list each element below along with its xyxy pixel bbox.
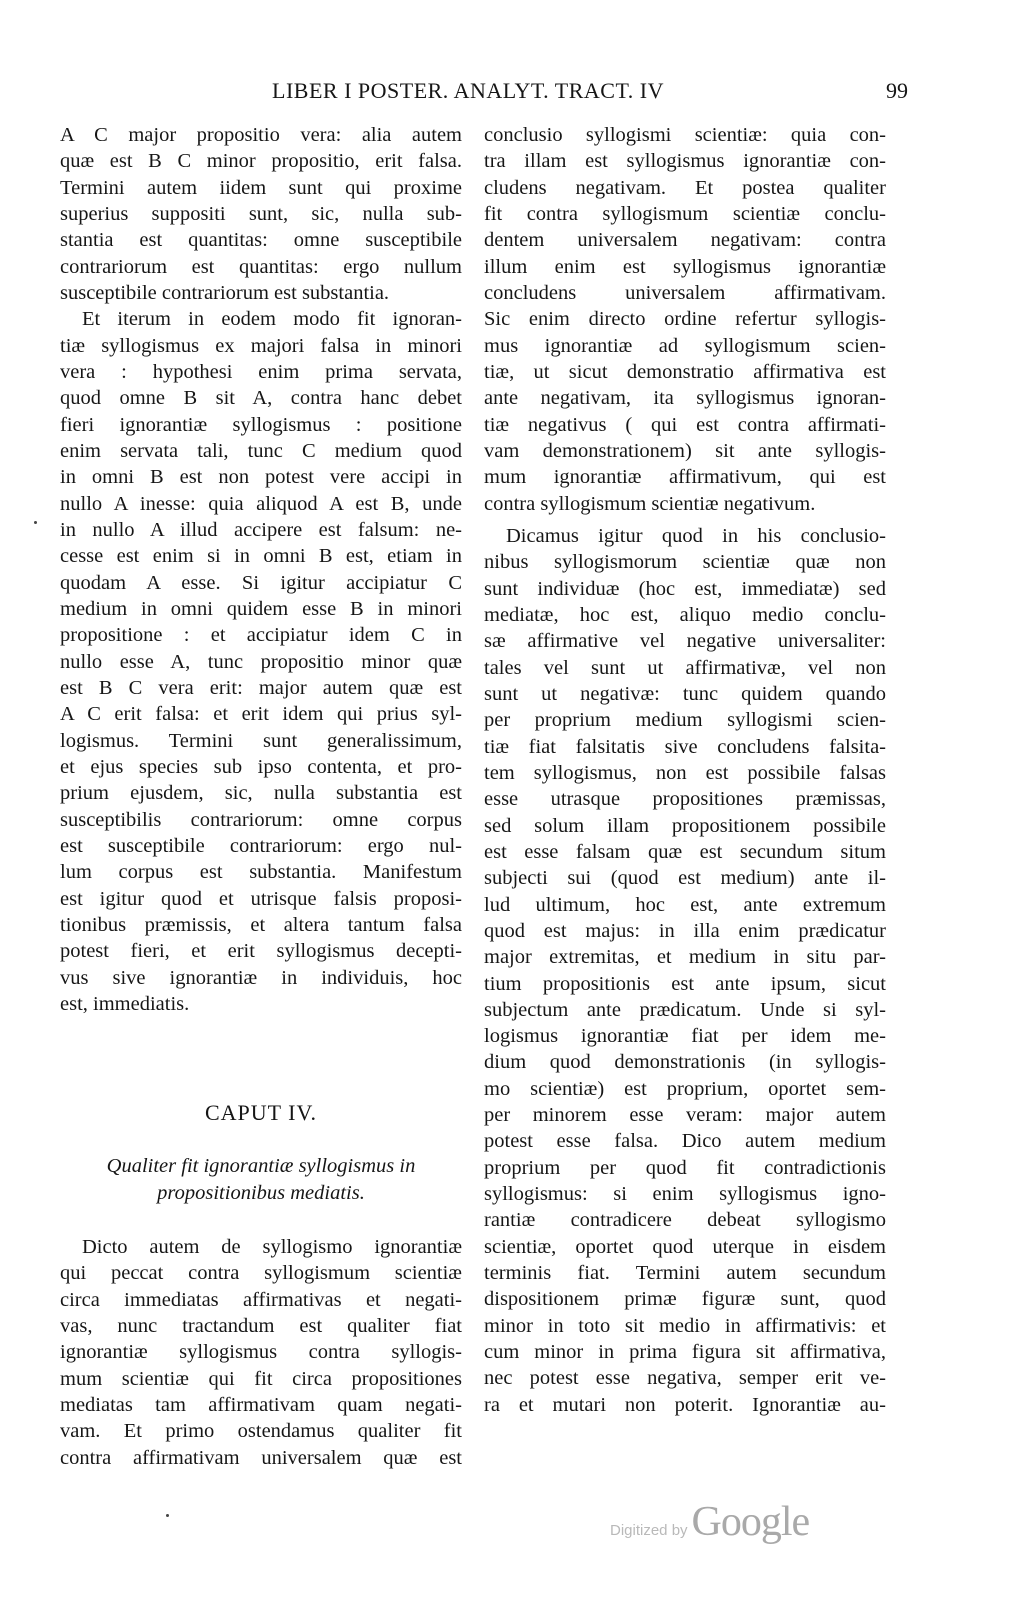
text-line: vam. Et primo ostendamus qualiter fit (60, 1420, 462, 1443)
text-line: subjectum ante prædicatum. Unde si syl- (484, 998, 886, 1021)
stray-mark (34, 521, 37, 524)
text-line: stantia est quantitas: omne susceptibile (60, 229, 462, 252)
right-column (484, 122, 886, 1418)
text-line: fit contra syllogismum scientiæ conclu- (484, 202, 886, 225)
text-line: proprium per quod fit contradictionis (484, 1156, 886, 1179)
text-line: Dicto autem de syllogismo ignorantiæ (82, 1236, 462, 1258)
text-line: susceptibile contrariorum est substantia. (60, 281, 390, 304)
text-line: quod omne B sit A, contra hanc debet (60, 387, 462, 410)
text-line: sunt ut negativæ: tunc quidem quando (484, 682, 886, 705)
text-line: sed solum illam propositionem possibile (484, 814, 886, 837)
text-line: Et iterum in eodem modo fit ignoran- (82, 308, 462, 331)
text-line: vus sive ignorantiæ in individuis, hoc (60, 966, 462, 989)
paragraph (484, 122, 886, 517)
text-line: vera : hypothesi enim prima servata, (60, 360, 462, 383)
text-line: mo scientiæ) est proprium, oportet sem- (484, 1077, 886, 1100)
text-line: vas, nunc tractandum est qualiter fiat (60, 1314, 462, 1337)
text-line: ra et mutari non poterit. Ignorantiæ au- (484, 1393, 886, 1416)
text-line: potest fieri, et erit syllogismus decepti- (60, 940, 462, 963)
text-line: illum enim est syllogismus ignorantiæ (484, 255, 886, 278)
text-line: enim servata tali, tunc C medium quod (60, 439, 462, 462)
text-line: nibus syllogismorum scientiæ quæ non (484, 551, 886, 574)
text-line: mum ignorantiæ affirmativum, qui est (484, 466, 886, 489)
text-line: superius suppositi sunt, sic, nulla sub- (60, 202, 462, 225)
stray-mark (166, 1514, 169, 1517)
page-number: 99 (886, 78, 908, 103)
text-line: cum minor in prima figura sit affirmativa, (484, 1341, 886, 1364)
running-head: LIBER I POSTER. ANALYT. TRACT. IV (272, 78, 664, 103)
text-line: contrariorum est quantitas: ergo nullum (60, 255, 462, 278)
text-line: per proprium medium syllogismi scien- (484, 709, 886, 732)
text-line: tiæ fiat falsitatis sive concludens falsita- (484, 735, 886, 758)
digitized-watermark (610, 1498, 809, 1546)
text-line: est igitur quod et utrisque falsis proposi- (60, 887, 462, 910)
text-line: tiæ syllogismus ex majori falsa in minori (60, 334, 462, 357)
text-line: nullo esse A, tunc propositio minor quæ (60, 650, 462, 673)
text-line: syllogismus: si enim syllogismus igno- (484, 1183, 886, 1206)
text-line: ante negativam, ita syllogismus ignoran- (484, 387, 886, 410)
text-line: dispositionem primæ figuræ sunt, quod (484, 1288, 886, 1311)
text-line: mus ignorantiæ ad syllogismum scien- (484, 334, 886, 357)
text-line: A C erit falsa: et erit idem qui prius syl- (60, 703, 462, 726)
text-line: cludens negativam. Et postea qualiter (484, 176, 886, 199)
text-line: vam demonstrationem) sit ante syllogis- (484, 439, 886, 462)
left-column (60, 122, 462, 1017)
text-line: mediatæ, hoc est, aliquo medio conclu- (484, 603, 886, 626)
text-line: A C major propositio vera: alia autem (60, 124, 462, 146)
text-line: minor in toto sit medio in affirmativis: et (484, 1314, 886, 1337)
text-line: per minorem esse veram: major autem (484, 1104, 886, 1127)
text-line: conclusio syllogismi scientiæ: quia con- (484, 124, 886, 146)
text-line: in nullo A illud accipere est falsum: ne- (60, 518, 462, 541)
paragraph (484, 523, 886, 1418)
text-line: et ejus species sub ipso contenta, et pro- (60, 755, 462, 778)
text-line: terminis fiat. Termini autem secundum (484, 1262, 886, 1285)
chapter-subtitle-line: Qualiter fit ignorantiæ syllogismus in (106, 1155, 416, 1177)
text-line: mediatas tam affirmativam quam negati- (60, 1393, 462, 1416)
text-line: dium quod demonstrationis (in syllogis- (484, 1051, 886, 1074)
text-line: Termini autem iidem sunt qui proxime (60, 176, 462, 199)
chapter-body (60, 1234, 462, 1471)
text-line: logismus. Termini sunt generalissimum, (60, 729, 462, 752)
text-line: circa immediatas affirmativas et negati- (60, 1288, 462, 1311)
text-line: scientiæ, oportet quod uterque in eisdem (484, 1235, 886, 1258)
text-line: est esse falsam quæ est secundum situm (484, 840, 886, 863)
text-line: major extremitas, et medium in situ par- (484, 946, 886, 969)
text-line: propositione : et accipiatur idem C in (60, 624, 462, 647)
text-line: tra illam est syllogismus ignorantiæ con- (484, 150, 886, 173)
text-line: qui peccat contra syllogismum scientiæ (60, 1262, 462, 1285)
text-line: sunt individuæ (hoc est, immediatæ) sed (484, 577, 886, 600)
text-line: Sic enim directo ordine refertur syllogis- (484, 308, 886, 331)
text-line: nec potest esse negativa, semper erit ve- (484, 1367, 886, 1390)
text-line: prium ejusdem, sic, nulla substantia est (60, 782, 462, 805)
text-line: in omni B est non potest vere accipi in (60, 466, 462, 489)
text-line: quodam A esse. Si igitur accipiatur C (60, 571, 462, 594)
text-line: cesse est enim si in omni B est, etiam in (60, 545, 462, 568)
text-line: susceptibilis contrariorum: omne corpus (60, 808, 462, 831)
text-line: lud ultimum, hoc est, ante extremum (484, 893, 886, 916)
google-logo: Google (691, 1499, 810, 1545)
text-line: sæ affirmative vel negative universaliter: (484, 630, 886, 653)
text-line: concludens universalem affirmativam. (484, 281, 886, 304)
chapter-title: CAPUT IV. (204, 1100, 318, 1125)
text-line: Dicamus igitur quod in his conclusio- (506, 524, 886, 547)
text-line: potest esse falsa. Dico autem medium (484, 1130, 886, 1153)
digitized-label: Digitized by (610, 1522, 688, 1539)
text-line: quod est majus: in illa enim prædicatur (484, 919, 886, 942)
text-line: rantiæ contradicere debeat syllogismo (484, 1209, 886, 1232)
text-line: tionibus præmissis, et altera tantum falsa (60, 913, 462, 936)
paragraph (60, 122, 462, 306)
chapter-subtitle (60, 1153, 462, 1207)
text-line: logismus ignorantiæ fiat per idem me- (484, 1025, 886, 1048)
text-line: quæ est B C minor propositio, erit falsa. (60, 150, 462, 173)
text-line: tem syllogismus, non est possibile falsas (484, 761, 886, 784)
text-line: medium in omni quidem esse B in minori (60, 597, 462, 620)
text-line: tium propositionis est ante ipsum, sicut (484, 972, 886, 995)
paragraph (60, 306, 462, 1017)
text-line: tiæ negativus ( qui est contra affirmati- (484, 413, 886, 436)
text-line: subjecti sui (quod est medium) ante il- (484, 867, 886, 890)
text-line: contra affirmativam universalem quæ est (60, 1446, 462, 1469)
text-line: contra syllogismum scientiæ negativum. (484, 492, 816, 515)
text-line: dentem universalem negativam: contra (484, 229, 886, 252)
text-line: ignorantiæ syllogismus contra syllogis- (60, 1341, 462, 1364)
chapter-subtitle-line: propositionibus mediatis. (157, 1182, 365, 1204)
text-line: tiæ, ut sicut demonstratio affirmativa est (484, 360, 886, 383)
text-line: fieri ignorantiæ syllogismus : positione (60, 413, 462, 436)
text-line: est, immediatis. (60, 992, 190, 1015)
text-line: est susceptibile contrariorum: ergo nul- (60, 834, 462, 857)
text-line: est B C vera erit: major autem quæ est (60, 676, 462, 699)
text-line: lum corpus est substantia. Manifestum (60, 861, 462, 884)
text-line: mum scientiæ qui fit circa propositiones (60, 1367, 462, 1390)
text-line: nullo A inesse: quia aliquod A est B, unde (60, 492, 462, 515)
text-line: esse utrasque propositiones præmissas, (484, 788, 886, 811)
text-line: tales vel sunt ut affirmativæ, vel non (484, 656, 886, 679)
